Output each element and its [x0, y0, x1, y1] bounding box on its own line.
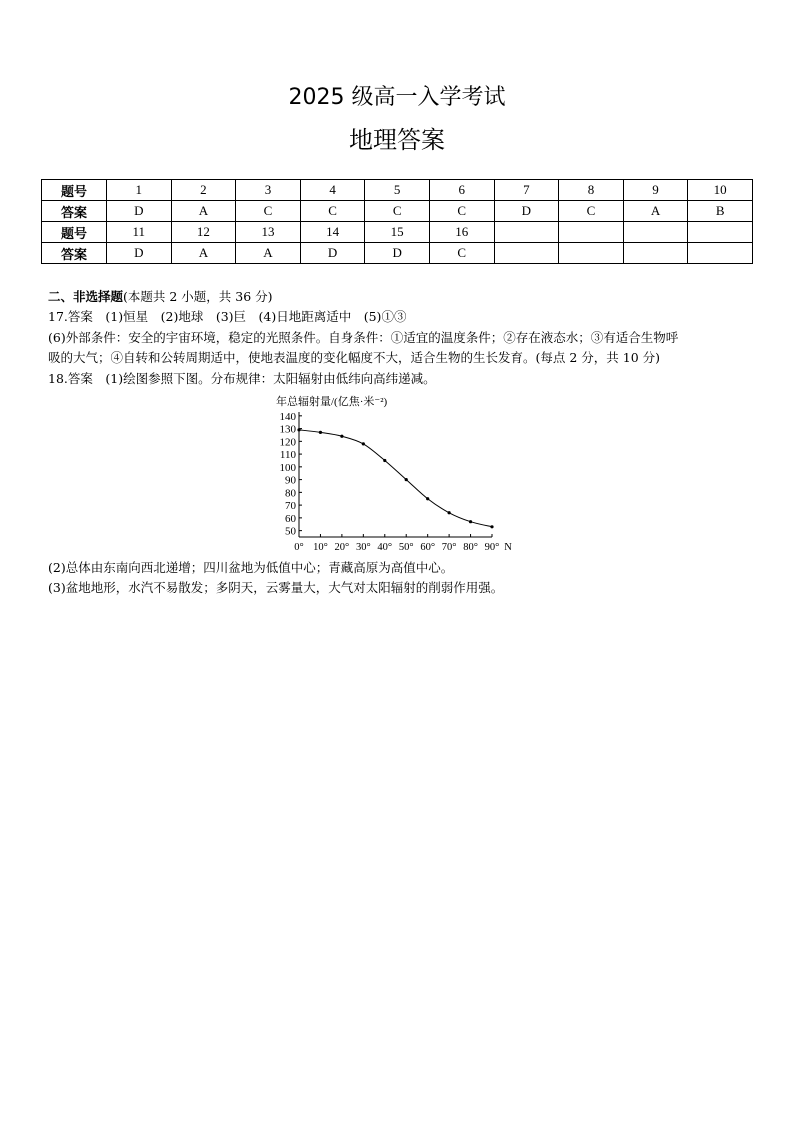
- x-tick-label: 10°: [313, 542, 328, 553]
- data-point: [490, 525, 493, 528]
- answer-cell: C: [429, 243, 494, 264]
- data-point: [362, 442, 365, 445]
- answer-cell: A: [171, 243, 236, 264]
- answer-cell: C: [236, 201, 301, 222]
- data-point: [469, 520, 472, 523]
- section-heading-note: (本题共 2 小题，共 36 分): [123, 289, 273, 304]
- answer-cell: C: [365, 201, 430, 222]
- y-tick-label: 80: [285, 487, 296, 500]
- y-tick-label: 60: [285, 512, 296, 525]
- answer-cell: [494, 243, 559, 264]
- answer-cell: [688, 243, 753, 264]
- q17-label: 17.答案: [48, 309, 93, 324]
- y-tick-label: 120: [279, 436, 296, 449]
- table-row: [42, 222, 753, 243]
- x-unit-label: N: [504, 542, 512, 553]
- exam-subtitle: 地理答案: [349, 126, 445, 154]
- x-tick-label: 60°: [420, 542, 436, 553]
- data-points: [297, 428, 493, 528]
- question-number: 6: [429, 180, 494, 201]
- series-line: [299, 430, 492, 527]
- answer-cell: C: [429, 201, 494, 222]
- x-tick-label: 30°: [355, 542, 371, 553]
- answer-cell: D: [300, 243, 365, 264]
- data-point: [319, 431, 322, 434]
- x-tick-label: 70°: [441, 542, 457, 553]
- question-number: 12: [171, 222, 236, 243]
- y-tick-label: 140: [279, 410, 296, 423]
- answer-cell: A: [236, 243, 301, 264]
- question-number: 10: [688, 180, 753, 201]
- question-number: [494, 222, 559, 243]
- question-number: [623, 222, 688, 243]
- section-heading: [48, 287, 273, 307]
- q18-line1: [48, 369, 436, 389]
- y-tick-label: 100: [279, 461, 296, 474]
- y-tick-label: 110: [279, 449, 296, 462]
- q17-line2: (6)外部条件：安全的宇宙环境，稳定的光照条件。自身条件：①适宜的温度条件；②存在液态水；③有适合生物呼: [48, 330, 679, 345]
- data-point: [340, 435, 343, 438]
- answer-cell: A: [623, 201, 688, 222]
- q17-line1: [48, 307, 406, 327]
- data-point: [297, 428, 300, 431]
- answer-table: [41, 179, 753, 264]
- question-number: [688, 222, 753, 243]
- q17-line3: 吸的大气；④自转和公转周期适中，使地表温度的变化幅度不大，适合生物的生长发育。(每点 2 分，共 10 分): [48, 350, 661, 365]
- answer-cell: D: [494, 201, 559, 222]
- table-row: [42, 180, 753, 201]
- question-number: 15: [365, 222, 430, 243]
- question-number: 9: [623, 180, 688, 201]
- x-tick-label: 40°: [377, 542, 393, 553]
- section-heading-label: 二、非选择题: [48, 289, 124, 304]
- q18-line3: (3)盆地地形，水汽不易散发；多阴天，云雾量大，大气对太阳辐射的削弱作用强。: [48, 580, 504, 595]
- answer-cell: [559, 243, 624, 264]
- answer-cell: C: [559, 201, 624, 222]
- x-tick-label: 90°: [484, 542, 500, 553]
- question-number: 11: [107, 222, 172, 243]
- x-tick-label: 0°: [294, 542, 304, 553]
- question-number: 3: [236, 180, 301, 201]
- answer-cell: B: [688, 201, 753, 222]
- question-number: 7: [494, 180, 559, 201]
- y-axis-title: 年总辐射量/(亿焦·米⁻²): [276, 396, 388, 408]
- data-point: [448, 511, 451, 514]
- q18-part1: (1)绘图参照下图。分布规律：太阳辐射由低纬向高纬递减。: [105, 371, 436, 386]
- question-number: 14: [300, 222, 365, 243]
- exam-title: 2025 级高一入学考试: [288, 85, 506, 110]
- data-point: [426, 497, 429, 500]
- data-point: [405, 478, 408, 481]
- x-tick-label: 80°: [463, 542, 478, 553]
- row-label-answer: 答案: [42, 201, 107, 222]
- x-tick-label: 50°: [398, 542, 414, 553]
- row-label-answer: 答案: [42, 243, 107, 264]
- question-number: 16: [429, 222, 494, 243]
- question-number: 5: [365, 180, 430, 201]
- row-label-question: 题号: [42, 222, 107, 243]
- question-number: 2: [171, 180, 236, 201]
- table-row: [42, 201, 753, 222]
- y-tick-label: 90: [285, 474, 296, 487]
- question-number: 4: [300, 180, 365, 201]
- answer-cell: D: [107, 201, 172, 222]
- data-point: [383, 459, 386, 462]
- question-number: 13: [236, 222, 301, 243]
- answer-cell: D: [107, 243, 172, 264]
- answer-cell: C: [300, 201, 365, 222]
- question-number: [559, 222, 624, 243]
- row-label-question: 题号: [42, 180, 107, 201]
- q17-answers: (1)恒星 (2)地球 (3)巨 (4)日地距离适中 (5)①③: [105, 309, 407, 324]
- answer-cell: A: [171, 201, 236, 222]
- y-tick-label: 130: [279, 423, 296, 436]
- y-tick-label: 70: [285, 500, 296, 513]
- table-row: [42, 243, 753, 264]
- question-number: 8: [559, 180, 624, 201]
- question-number: 1: [107, 180, 172, 201]
- q18-label: 18.答案: [48, 371, 93, 386]
- y-tick-label: 50: [285, 525, 296, 538]
- answer-cell: D: [365, 243, 430, 264]
- radiation-chart: [270, 392, 530, 557]
- answer-cell: [623, 243, 688, 264]
- x-tick-label: 20°: [334, 542, 350, 553]
- q18-line2: (2)总体由东南向西北递增；四川盆地为低值中心；青藏高原为高值中心。: [48, 560, 454, 575]
